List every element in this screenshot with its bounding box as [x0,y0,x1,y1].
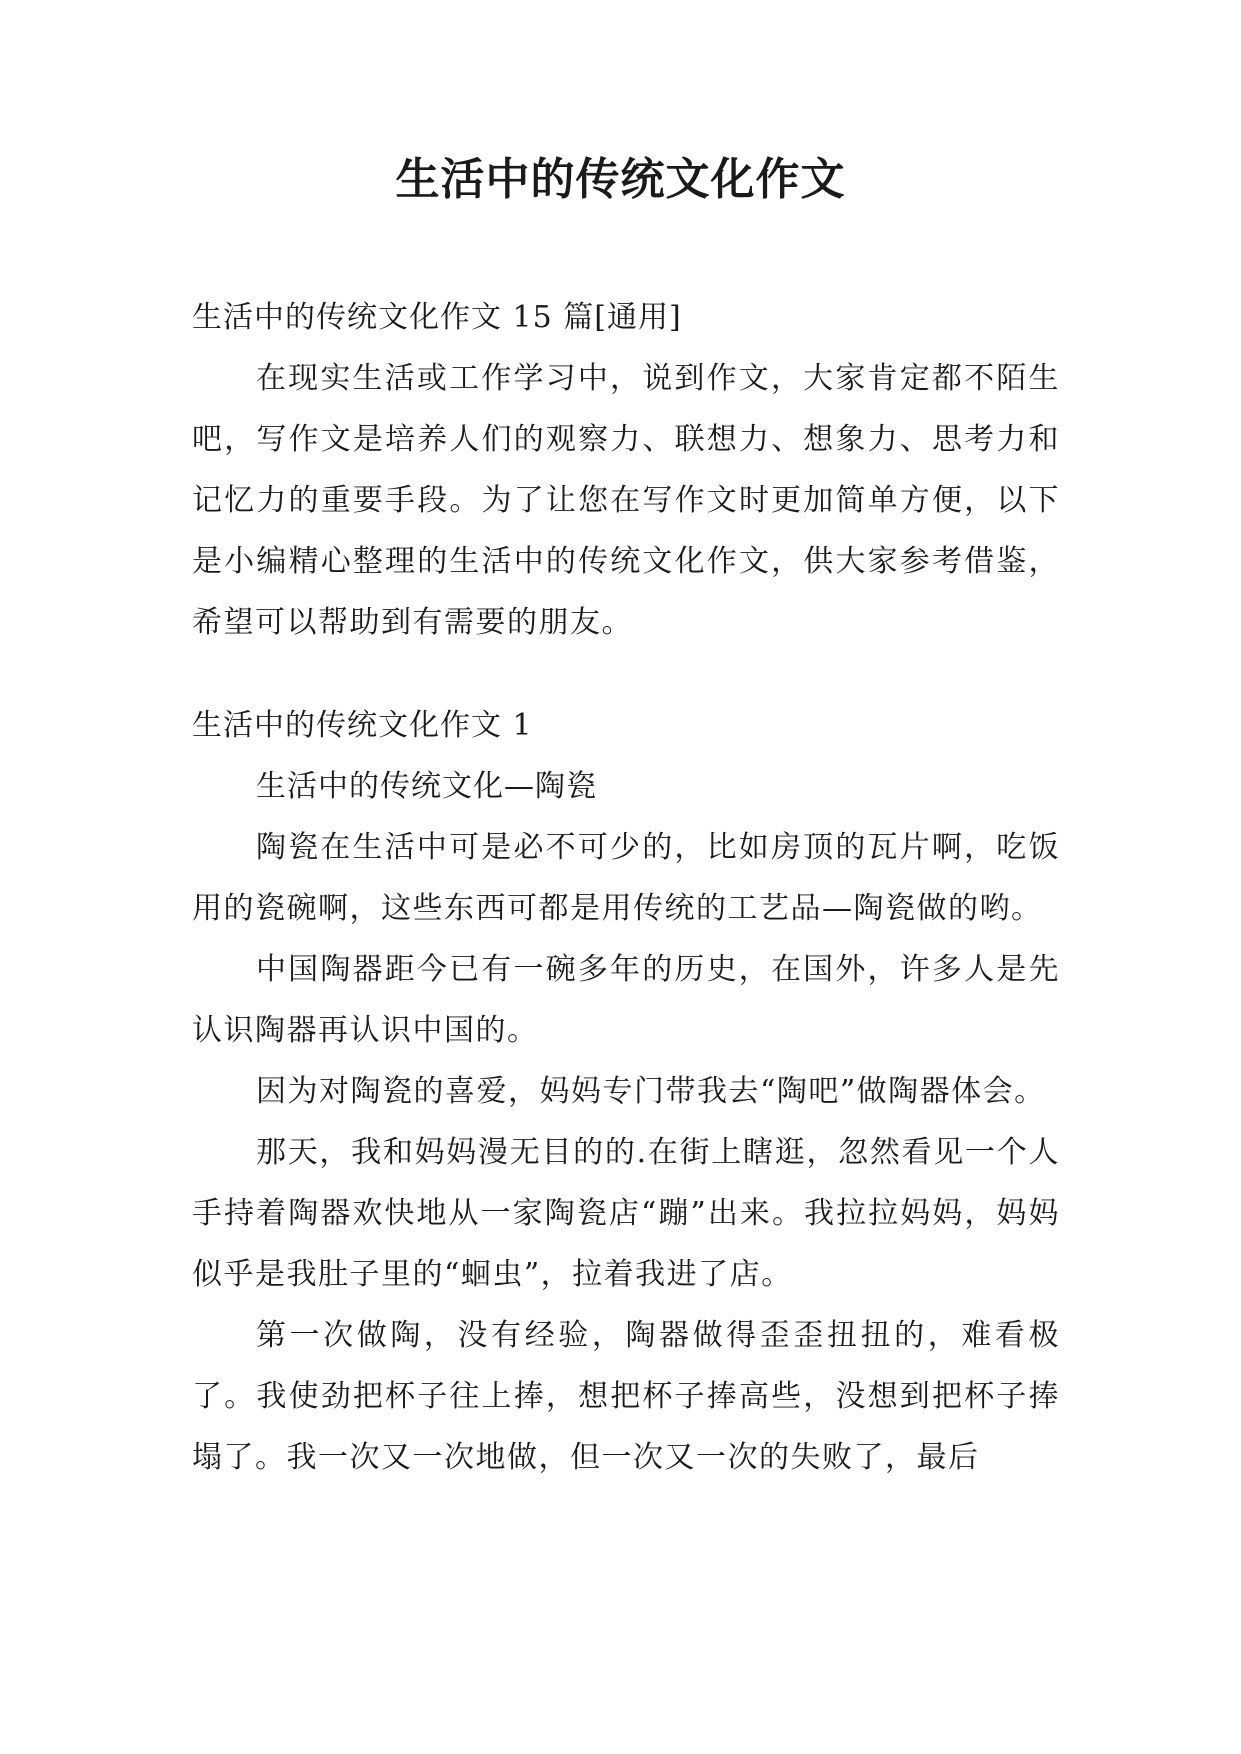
essay-paragraph: 因为对陶瓷的喜爱，妈妈专门带我去“陶吧”做陶器体会。 [256,1074,1046,1109]
essay-paragraph: 中国陶器距今已有一碗多年的历史，在国外，许多人是先认识陶器再认识中国的。 [192,952,1060,1048]
section-spacer [192,653,1060,695]
essay-subheading: 生活中的传统文化—陶瓷 [256,769,597,804]
collection-subtitle: 生活中的传统文化作文 15 篇[通用] [192,300,682,335]
essay-heading: 生活中的传统文化作文 1 [192,708,533,743]
document-title: 生活中的传统文化作文 [395,154,846,205]
essay-paragraph: 陶瓷在生活中可是必不可少的，比如房顶的瓦片啊，吃饭用的瓷碗啊，这些东西可都是用传统的工艺品—陶瓷做的哟。 [192,830,1060,926]
intro-paragraph: 在现实生活或工作学习中，说到作文，大家肯定都不陌生吧，写作文是培养人们的观察力、联想力、想象力、思考力和记忆力的重要手段。为了让您在写作文时更加简单方便，以下是小编精心整理的生活中的传统文化作文，供大家参考借鉴，希望可以帮助到有需要的朋友。 [192,361,1060,640]
document-body [192,287,1060,1488]
essay-paragraph: 第一次做陶，没有经验，陶器做得歪歪扭扭的，难看极了。我使劲把杯子往上捧，想把杯子捧高些，没想到把杯子捧塌了。我一次又一次地做，但一次又一次的失败了，最后 [192,1318,1060,1475]
essay-paragraph: 那天，我和妈妈漫无目的的.在街上瞎逛，忽然看见一个人手持着陶器欢快地从一家陶瓷店“蹦”出来。我拉拉妈妈，妈妈似乎是我肚子里的“蛔虫”，拉着我进了店。 [192,1135,1060,1292]
